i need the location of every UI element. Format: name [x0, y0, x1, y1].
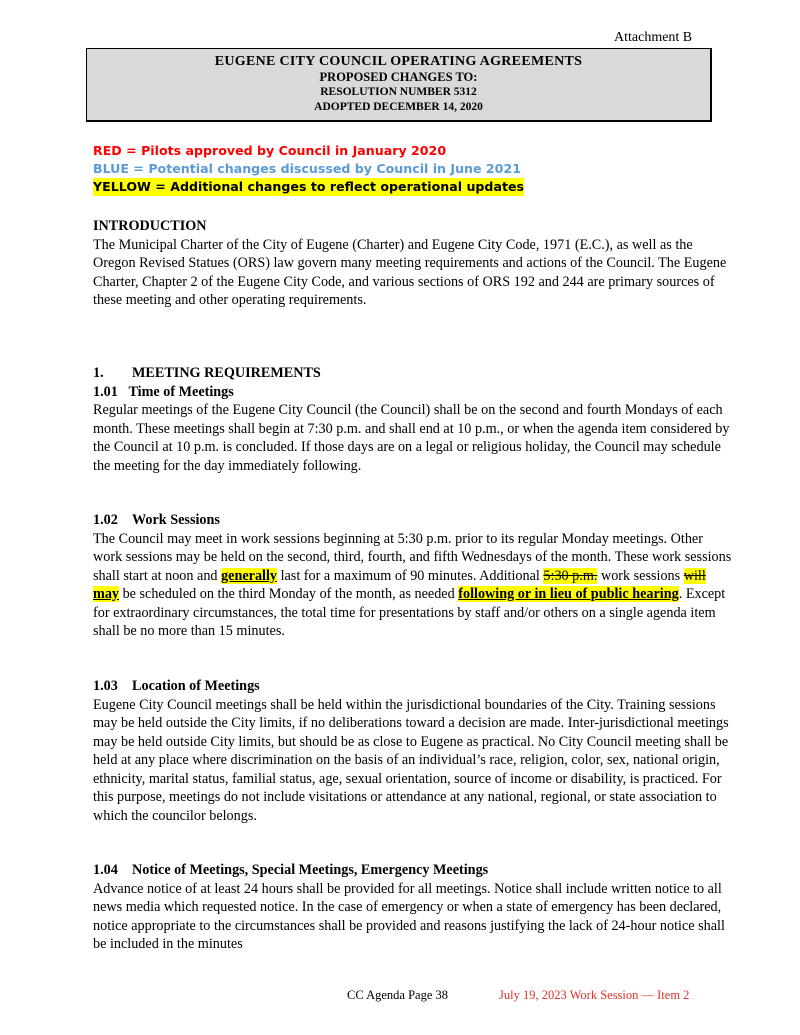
section-1-03-heading: 1.03 Location of Meetings	[93, 678, 260, 694]
section-1-03-body: Eugene City Council meetings shall be held within the jurisdictional boundaries of the City. Training sessions may be held outside the City limits, if no deliberations toward a decision are made. Inter-jurisdictional meetings may be held outside City limits, but should be as close to Eugene as practical. No City Council meeting shall be held at any place where discrimination on the basis of an individual’s race, religion, color, sex, national origin, ethnicity, marital status, familial status, age, sexual orientation, source of income or disability, is practiced. For this purpose, meetings do not include visitations or attendance at any national, regional, or state association to which the councilor belongs.	[93, 696, 729, 824]
section-1-01-heading: 1.01 Time of Meetings	[93, 383, 234, 400]
deleted-text-time: 5:30 p.m.	[543, 567, 598, 584]
location-section	[93, 677, 733, 825]
attachment-label: Attachment B	[614, 30, 693, 45]
footer-page-number: CC Agenda Page 38	[347, 988, 449, 1002]
section-1-heading: 1. MEETING REQUIREMENTS	[93, 365, 321, 381]
text-run: be scheduled on the third Monday of the month, as needed	[119, 586, 459, 602]
notice-section	[93, 861, 733, 954]
section-1-04-heading: 1.04 Notice of Meetings, Special Meetings, Emergency Meetings	[93, 862, 489, 878]
document-subtitle: PROPOSED CHANGES TO:	[319, 70, 478, 84]
inserted-text-generally: generally	[221, 567, 278, 584]
text-run: work sessions	[597, 567, 684, 584]
resolution-number: RESOLUTION NUMBER 5312	[320, 86, 477, 98]
text-run: last for a maximum of 90 minutes. Additional	[277, 567, 544, 584]
adopted-date: ADOPTED DECEMBER 14, 2020	[314, 101, 483, 113]
work-sessions-section	[93, 511, 733, 641]
section-1-02-heading: 1.02 Work Sessions	[93, 512, 220, 528]
text-run: . Except for extraordinary circumstances, the total time for presentations by staff and/or others on a single agenda item shall be no more than 15 minutes.	[93, 586, 726, 639]
legend-red: RED = Pilots approved by Council in January 2020	[93, 143, 447, 158]
section-1-02-body	[93, 530, 733, 641]
deleted-text-will: will	[683, 567, 706, 584]
meeting-requirements-section	[93, 364, 733, 475]
inserted-text-may: may	[93, 586, 120, 602]
introduction-body: The Municipal Charter of the City of Eugene (Charter) and Eugene City Code, 1971 (E.C.), as well as the Oregon Revised Statues (ORS) law govern many meeting requirements and actions of the Council. The Eugene Charter, Chapter 2 of the Eugene City Code, and various sections of ORS 192 and 244 are primary sources of these meeting and other operating requirements.	[93, 236, 727, 308]
legend-yellow: YELLOW = Additional changes to reflect operational updates	[93, 179, 524, 194]
footer-session: July 19, 2023 Work Session — Item 2	[499, 988, 690, 1002]
inserted-text-public-hearing: following or in lieu of public hearing	[458, 586, 679, 602]
document-title: EUGENE CITY COUNCIL OPERATING AGREEMENTS	[214, 54, 583, 69]
introduction-section	[93, 217, 733, 310]
text-run: The Council may meet in work sessions beginning at 5:30 p.m. prior to its regular Monday meetings. Other work sessions may be held on the second, third, fourth, and fifth Wednesdays of the month. These work sessions shall start at noon and	[93, 530, 732, 584]
section-1-04-body: Advance notice of at least 24 hours shall be provided for all meetings. Notice shall include written notice to all news media which requested notice. In the case of emergency or when a state of emergency has been declared, notice appropriate to the circumstances shall be provided and reasons justifying the lack of 24-hour notice shall be included in the minutes	[93, 880, 725, 952]
legend-blue: BLUE = Potential changes discussed by Council in June 2021	[93, 161, 521, 176]
section-1-01-body: Regular meetings of the Eugene City Council (the Council) shall be on the second and fourth Mondays of each month. These meetings shall begin at 7:30 p.m. and shall end at 10 p.m., or when the agenda item considered by the Council at 10 p.m. is concluded. If those days are on a legal or religious holiday, the Council may schedule the meeting for the day immediately following.	[93, 402, 730, 474]
title-box	[86, 48, 712, 122]
introduction-heading: INTRODUCTION	[93, 218, 207, 234]
